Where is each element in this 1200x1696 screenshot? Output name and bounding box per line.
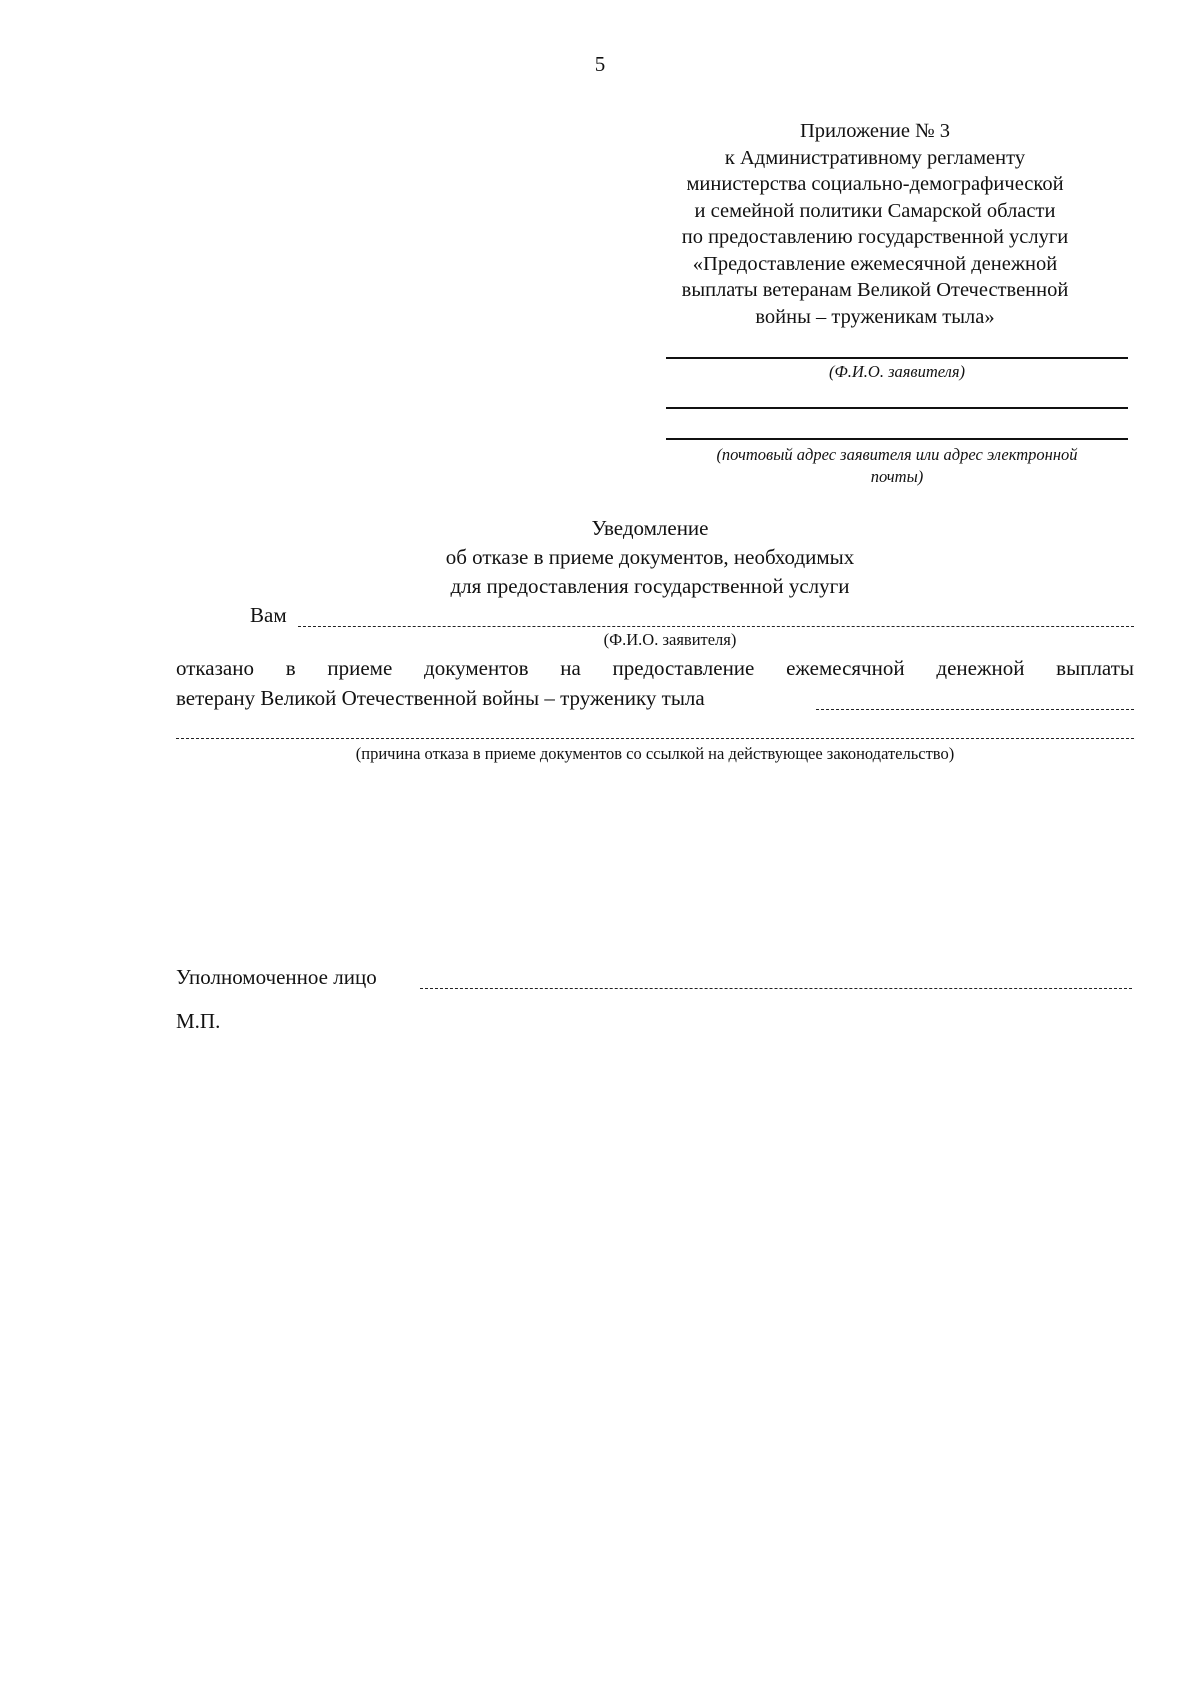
reason-line bbox=[176, 738, 1134, 739]
applicant-fio-caption: (Ф.И.О. заявителя) bbox=[828, 362, 966, 381]
appendix-line: к Административному регламенту bbox=[724, 146, 1026, 169]
appendix-line: «Предоставление ежемесячной денежной bbox=[692, 252, 1058, 275]
appendix-line: войны – труженикам тыла» bbox=[755, 305, 995, 328]
notice-title: Уведомление bbox=[591, 516, 709, 540]
address-caption-line: (почтовый адрес заявителя или адрес электронной bbox=[716, 445, 1078, 464]
authorized-person-line bbox=[420, 988, 1132, 989]
vam-fio-line bbox=[298, 626, 1134, 627]
applicant-fio-line bbox=[666, 357, 1128, 359]
notice-subtitle: об отказе в приеме документов, необходимых bbox=[445, 545, 855, 569]
applicant-address-caption bbox=[660, 444, 1134, 488]
vam-label: Вам bbox=[250, 603, 287, 627]
applicant-address-line-1 bbox=[666, 407, 1128, 409]
vam-fio-caption: (Ф.И.О. заявителя) bbox=[603, 630, 737, 649]
notice-body-fill-line bbox=[816, 709, 1134, 710]
seal-label: М.П. bbox=[176, 1009, 221, 1033]
appendix-header bbox=[640, 118, 1110, 330]
reason-caption: (причина отказа в приеме документов со ссылкой на действующее законодательство) bbox=[355, 744, 955, 763]
appendix-line: по предоставлению государственной услуги bbox=[681, 226, 1069, 248]
address-caption-line: почты) bbox=[870, 467, 924, 486]
notice-body-line-1: отказано в приеме документов на предоставление ежемесячной денежной выплаты bbox=[176, 656, 1134, 680]
appendix-line: Приложение № 3 bbox=[799, 120, 951, 142]
notice-title-block bbox=[300, 514, 1000, 601]
appendix-line: министерства социально-демографической bbox=[686, 173, 1064, 195]
appendix-line: выплаты ветеранам Великой Отечественной bbox=[681, 279, 1069, 301]
notice-subtitle: для предоставления государственной услуги bbox=[450, 574, 850, 598]
notice-body-line-2: ветерану Великой Отечественной войны – труженику тыла bbox=[176, 686, 705, 710]
appendix-line: и семейной политики Самарской области bbox=[694, 199, 1056, 222]
authorized-person-label: Уполномоченное лицо bbox=[176, 965, 377, 989]
page-number: 5 bbox=[594, 52, 606, 76]
applicant-address-line-2 bbox=[666, 438, 1128, 440]
